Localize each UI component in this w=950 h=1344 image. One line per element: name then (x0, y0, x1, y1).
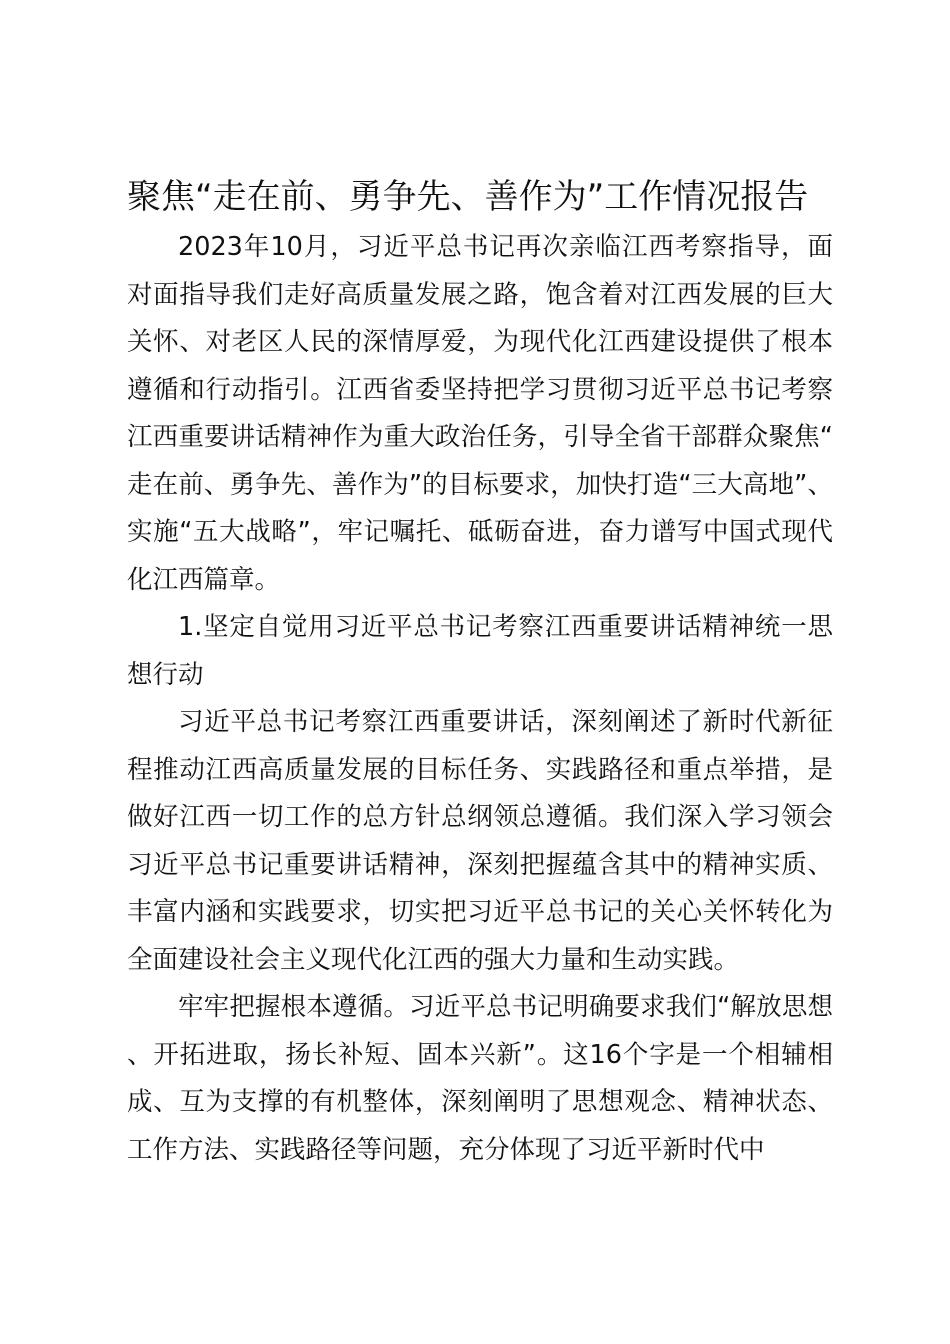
section-heading: 1.坚定自觉用习近平总书记考察江西重要讲话精神统一思想行动 (127, 612, 833, 690)
document-body (127, 170, 833, 1174)
intro-paragraph: 2023年10月，习近平总书记再次亲临江西考察指导，面对面指导我们走好高质量发展之路，饱含着对江西发展的巨大关怀、对老区人民的深情厚爱，为现代化江西建设提供了根本遵循和行动指引。江西省委坚持把学习贯彻习近平总书记考察江西重要讲话精神作为重大政治任务，引导全省干部群众聚焦“走在前、勇争先、善作为”的目标要求，加快打造“三大高地”、实施“五大战略”，牢记嘱托、砥砺奋进，奋力谱写中国式现代化江西篇章。 (127, 232, 833, 595)
body-paragraph: 习近平总书记考察江西重要讲话，深刻阐述了新时代新征程推动江西高质量发展的目标任务、实践路径和重点举措，是做好江西一切工作的总方针总纲领总遵循。我们深入学习领会习近平总书记重要讲话精神，深刻把握蕴含其中的精神实质、丰富内涵和实践要求，切实把习近平总书记的关心关怀转化为全面建设社会主义现代化江西的强大力量和生动实践。 (127, 707, 833, 975)
body-paragraph: 牢牢把握根本遵循。习近平总书记明确要求我们“解放思想、开拓进取，扬长补短、固本兴新”。这16个字是一个相辅相成、互为支撑的有机整体，深刻阐明了思想观念、精神状态、工作方法、实践路径等问题，充分体现了习近平新时代中 (127, 992, 833, 1165)
document-title: 聚焦“走在前、勇争先、善作为”工作情况报告 (127, 177, 809, 217)
